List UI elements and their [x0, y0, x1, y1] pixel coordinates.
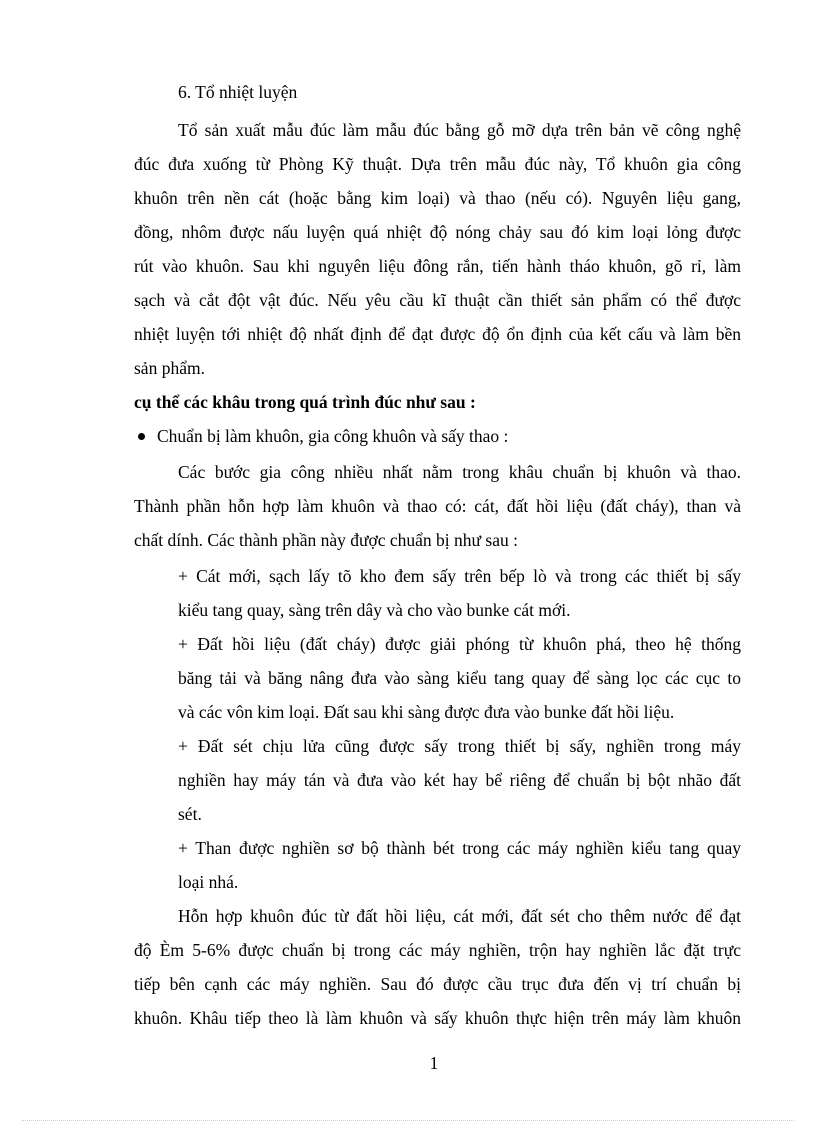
list-item-line: + Đất hồi liệu (đất cháy) được giải phóng từ khuôn phá, theo hệ thống — [178, 634, 741, 654]
paragraph-line: độ Èm 5-6% được chuẩn bị trong các máy nghiền, trộn hay nghiền lắc đặt trực — [134, 940, 741, 960]
bullet-icon — [138, 433, 145, 440]
list-item-line: + Cát mới, sạch lấy tõ kho đem sấy trên bếp lò và trong các thiết bị sấy — [178, 566, 741, 586]
list-item-line: kiểu tang quay, sàng trên dây và cho vào bunke cát mới. — [178, 600, 571, 620]
paragraph-line: khuôn trên nền cát (hoặc bằng kim loại) và thao (nếu có). Nguyên liệu gang, — [134, 188, 741, 208]
paragraph-line: Thành phần hỗn hợp làm khuôn và thao có: cát, đất hồi liệu (đất cháy), than và — [134, 496, 741, 516]
paragraph-line: khuôn. Khâu tiếp theo là làm khuôn và sấy khuôn thực hiện trên máy làm khuôn — [134, 1008, 741, 1028]
list-item-line: + Than được nghiền sơ bộ thành bét trong các máy nghiền kiểu tang quay — [178, 838, 741, 858]
section-title: cụ thể các khâu trong quá trình đúc như sau : — [134, 392, 476, 412]
list-item-line: + Đất sét chịu lửa cũng được sấy trong thiết bị sấy, nghiền trong máy — [178, 736, 741, 756]
list-item-line: nghiền hay máy tán và đưa vào két hay bể riêng để chuẩn bị bột nhão đất — [178, 770, 741, 790]
paragraph-line: chất dính. Các thành phần này được chuẩn bị như sau : — [134, 530, 518, 550]
page-bottom-divider — [22, 1120, 794, 1121]
list-item-line: băng tải và băng nâng đưa vào sàng kiểu tang quay để sàng lọc các cục to — [178, 668, 741, 688]
paragraph-line: sạch và cắt đột vật đúc. Nếu yêu cầu kĩ thuật cần thiết sản phẩm có thể được — [134, 290, 741, 310]
paragraph-line: đúc đưa xuống từ Phòng Kỹ thuật. Dựa trên mẫu đúc này, Tổ khuôn gia công — [134, 154, 741, 174]
list-item-line: loại nhá. — [178, 872, 239, 892]
paragraph-line: Các bước gia công nhiều nhất nằm trong khâu chuẩn bị khuôn và thao. — [178, 462, 741, 482]
list-item-line: và các vôn kim loại. Đất sau khi sàng được đưa vào bunke đất hồi liệu. — [178, 702, 675, 722]
paragraph-line: Hỗn hợp khuôn đúc từ đất hồi liệu, cát mới, đất sét cho thêm nước để đạt — [178, 906, 741, 926]
paragraph-line: sản phẩm. — [134, 358, 205, 378]
section-heading: 6. Tổ nhiệt luyện — [178, 82, 298, 102]
list-item-line: sét. — [178, 804, 202, 824]
bullet-item: Chuẩn bị làm khuôn, gia công khuôn và sấy thao : — [157, 426, 509, 446]
paragraph-line: Tổ sản xuất mẫu đúc làm mẫu đúc bằng gỗ mỡ dựa trên bản vẽ công nghệ — [178, 120, 741, 140]
paragraph-line: tiếp bên cạnh các máy nghiền. Sau đó được cầu trục đưa đến vị trí chuẩn bị — [134, 974, 741, 994]
page-number: 1 — [429, 1053, 439, 1073]
paragraph-line: nhiệt luyện tới nhiệt độ nhất định để đạt được độ ổn định của kết cấu và làm bền — [134, 324, 741, 344]
paragraph-line: rút vào khuôn. Sau khi nguyên liệu đông rắn, tiến hành tháo khuôn, gõ rỉ, làm — [134, 256, 741, 276]
paragraph-line: đồng, nhôm được nấu luyện quá nhiệt độ nóng chảy sau đó kim loại lỏng được — [134, 222, 741, 242]
